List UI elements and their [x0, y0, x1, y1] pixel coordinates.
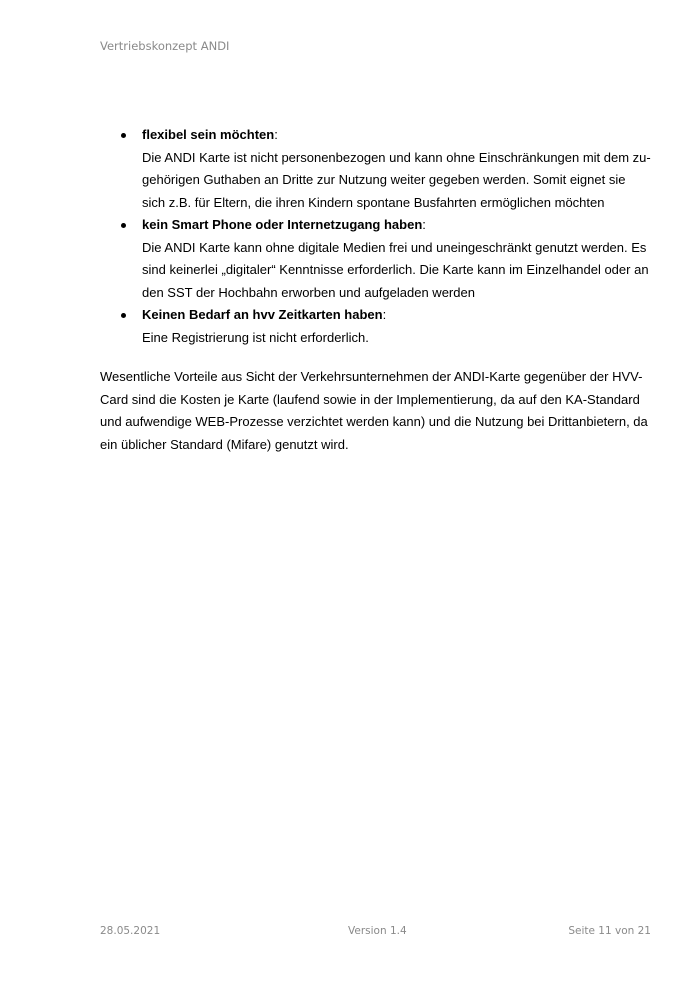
bullet-heading: Keinen Bedarf an hvv Zeitkarten haben:	[142, 307, 387, 322]
bullet-item-kein-smartphone	[121, 214, 651, 304]
bullet-dot-icon	[121, 133, 126, 138]
bullet-heading: kein Smart Phone oder Internetzugang haben:	[142, 217, 426, 232]
footer-page-number: Seite 11 von 21	[568, 925, 651, 937]
bullet-text: Die ANDI Karte kann ohne digitale Medien frei und uneingeschränkt genutzt werden. Es sind keinerlei „digitaler“ Kenntnisse erforderlich. Die Karte kann im Einzelhandel oder an den SST der Hochbahn erworben und aufgeladen werden	[142, 239, 649, 300]
bullet-dot-icon	[121, 223, 126, 228]
bullet-item-keinen-bedarf	[121, 304, 651, 349]
bullet-item-flexibel	[121, 124, 651, 214]
bullet-heading: flexibel sein möchten:	[142, 127, 278, 142]
bullet-list	[121, 124, 651, 349]
bullet-dot-icon	[121, 313, 126, 318]
body-paragraph: Wesentliche Vorteile aus Sicht der Verkehrsunternehmen der ANDI-Karte gegenüber der HVV- Card sind die Kosten je Karte (laufend sowie in der Implementierung, da auf den KA-Standard und aufwendige WEB-Prozesse verzichtet werden kann) und die Nutzung bei Drittanbietern, da ein üblicher Standard (Mifare) genutzt wird.	[100, 369, 648, 452]
footer-version: Version 1.4	[348, 925, 407, 937]
bullet-text: Die ANDI Karte ist nicht personenbezogen und kann ohne Einschränkungen mit dem zu- gehörigen Guthaben an Dritte zur Nutzung weiter gegeben werden. Somit eignet sie sich z.B. für Eltern, die ihren Kindern spontane Busfahrten ermöglichen möchten	[142, 149, 651, 210]
bullet-text: Eine Registrierung ist nicht erforderlich.	[142, 329, 369, 345]
footer-date: 28.05.2021	[100, 925, 161, 937]
running-header: Vertriebskonzept ANDI	[100, 39, 230, 53]
